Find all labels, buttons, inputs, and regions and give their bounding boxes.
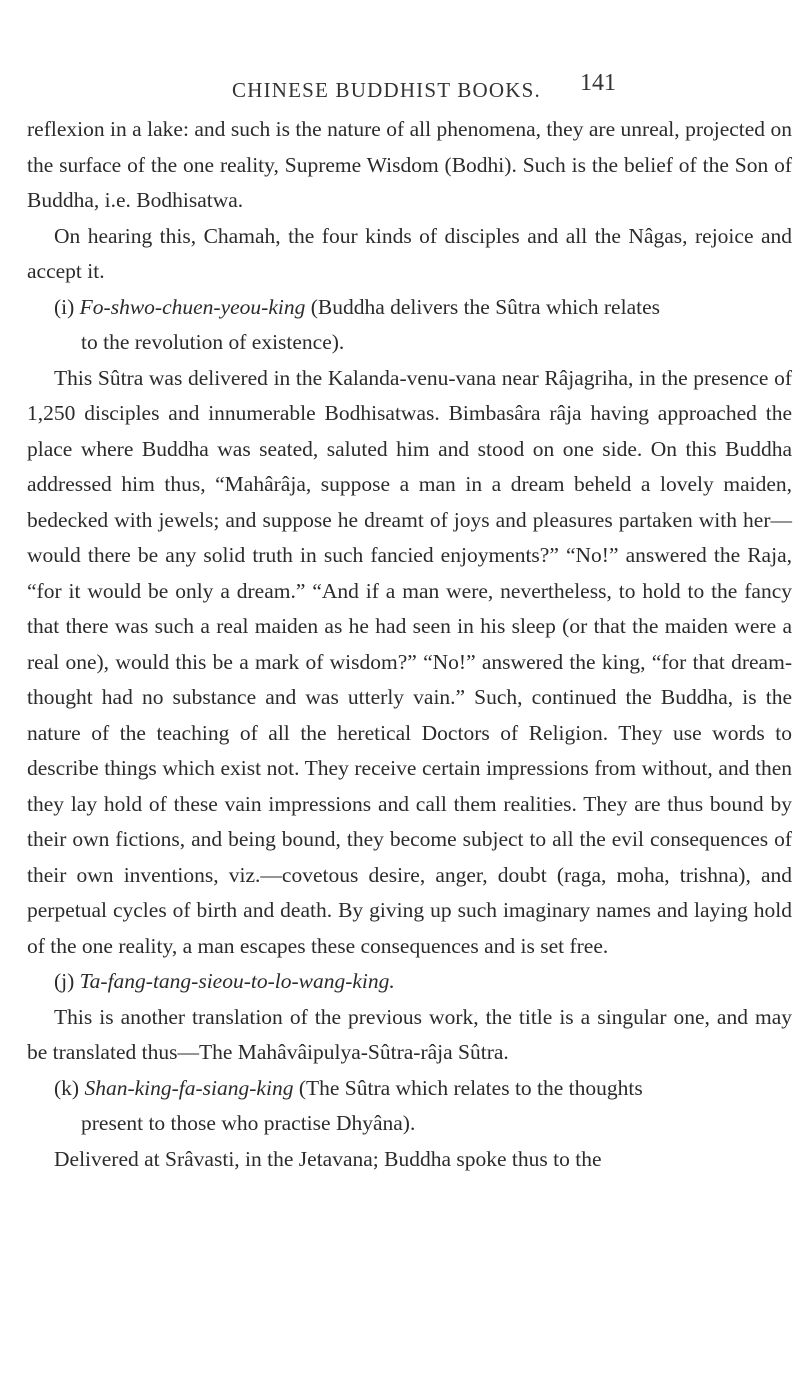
entry-i-label: (i) — [54, 294, 75, 319]
entry-j — [27, 964, 792, 1000]
paragraph-sravasti: Delivered at Srâvasti, in the Jetavana; Buddha spoke thus to the — [54, 1146, 602, 1171]
entry-k-description: (The Sûtra which relates to the thoughts — [298, 1075, 643, 1100]
paragraph-translation: This is another translation of the previous work, the title is a singular one, and may be translated thus—The Mahâvâipulya-Sûtra-râja Sûtra. — [27, 1004, 792, 1064]
entry-j-title: Ta-fang-tang-sieou-to-lo-wang-king. — [79, 969, 395, 993]
entry-i-description: (Buddha delivers the Sûtra which relates — [310, 294, 660, 319]
paragraph-continuation: reflexion in a lake: and such is the nature of all phenomena, they are unreal, projected on the surface of the one reality, Supreme Wisdom (Bodhi). Such is the belief of the Son of Buddha, i.e. Bodhisatwa. — [27, 117, 792, 212]
entry-j-label: (j) — [54, 969, 75, 993]
body-text — [27, 112, 792, 1177]
page-number: 141 — [580, 70, 616, 96]
entry-i — [27, 290, 792, 361]
running-head: CHINESE BUDDHIST BOOKS. — [232, 78, 541, 102]
paragraph-sutra-dream: This Sûtra was delivered in the Kalanda-venu-vana near Râjagriha, in the presence of 1,250 disciples and innumerable Bodhisatwas. Bimbasâra râja having approached the place where Buddha was seated, saluted him and stood on one side. On this Buddha addressed him thus, “Mahârâja, suppose a man in a dream beheld a lovely maiden, bedecked with jewels; and suppose he dreamt of joys and pleasures partaken with her—would there be any solid truth in such fancied enjoyments?” “No!” answered the Raja, “for it would be only a dream.” “And if a man were, nevertheless, to hold to the fancy that there was such a real maiden as he had seen in his sleep (or that the maiden were a real one), would this be a mark of wisdom?” “No!” answered the king, “for that dream-thought had no substance and was utterly vain.” Such, continued the Buddha, is the nature of the teaching of all the heretical Doctors of Religion. They use words to describe things which exist not. They receive certain impressions from without, and then they lay hold of these vain impressions and call them realities. They are thus bound by their own fictions, and being bound, they become subject to all the evil consequences of their own inventions, viz.—covetous desire, anger, doubt (raga, moha, trishna), and perpetual cycles of birth and death. By giving up such imaginary names and laying hold of the one reality, a man escapes these consequences and is set free. — [27, 365, 792, 958]
paragraph-nagas: On hearing this, Chamah, the four kinds of disciples and all the Nâgas, rejoice and accept it. — [27, 223, 792, 283]
entry-k-label: (k) — [54, 1075, 80, 1100]
entry-k-title: Shan-king-fa-siang-king — [84, 1075, 294, 1100]
entry-k-description-cont: present to those who practise Dhyâna). — [81, 1111, 416, 1135]
entry-k — [27, 1071, 792, 1142]
entry-i-title: Fo-shwo-chuen-yeou-king — [79, 294, 306, 319]
entry-i-description-cont: to the revolution of existence). — [81, 330, 345, 354]
